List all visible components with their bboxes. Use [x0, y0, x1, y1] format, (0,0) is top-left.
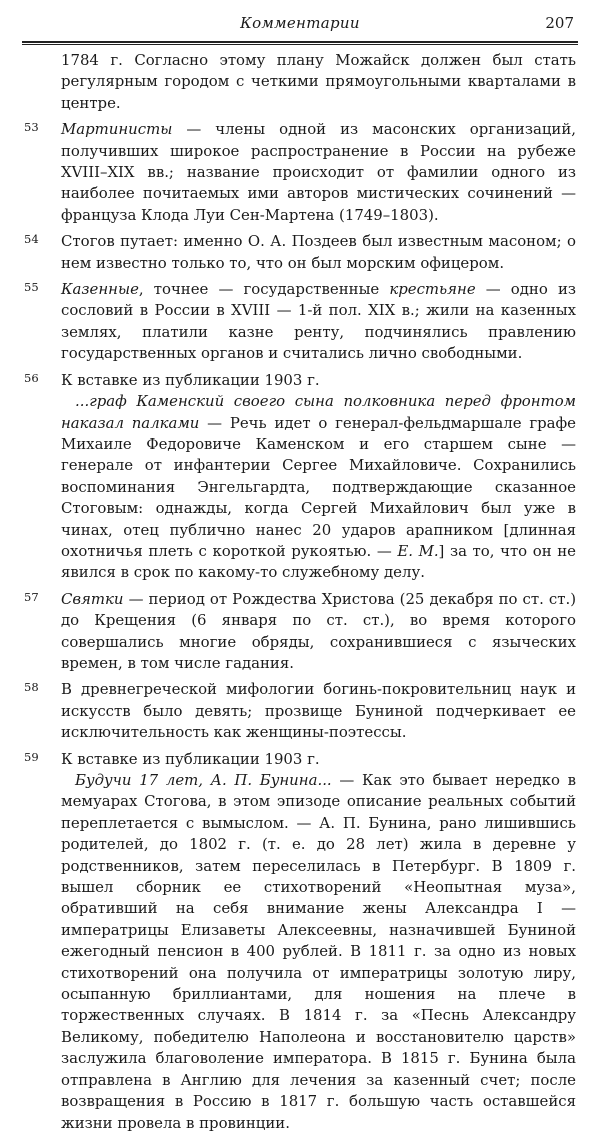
note-paragraph	[61, 119, 576, 226]
text-run: К вставке из публикации 1903 г.	[61, 749, 320, 768]
commentary-note	[24, 370, 576, 584]
note-paragraph	[61, 770, 576, 1134]
italic-text: крестьяне	[389, 280, 476, 299]
note-number: 56	[24, 370, 39, 385]
note-paragraph	[61, 231, 576, 274]
note-number: 59	[24, 749, 39, 764]
note-number: 57	[24, 589, 39, 604]
note-paragraph	[61, 589, 576, 675]
note-paragraph	[61, 391, 576, 584]
text-run: В древнегреческой мифологии богинь-покровительниц наук и искусств было девять; прозвище Буниной подчеркивает ее исключительность как женщины-поэтессы.	[61, 680, 576, 742]
running-header	[22, 14, 578, 36]
commentary-note	[24, 749, 576, 1134]
note-number: 55	[24, 280, 39, 295]
commentary-note	[24, 231, 576, 274]
italic-text: Казенные	[61, 280, 139, 299]
text-run: — период от Рождества Христова (25 декабря по ст. ст.) до Крещения (6 января по ст. ст.), во время которого совершались многие обряды, сохранившиеся с языческих времен, в том числе гадания.	[61, 589, 576, 672]
note-paragraph	[61, 279, 576, 365]
note-paragraph	[61, 679, 576, 743]
commentary-note	[24, 589, 576, 675]
note-paragraph	[61, 50, 576, 114]
italic-text: Будучи 17 лет, А. П. Бунина...	[75, 771, 332, 789]
commentary-note	[24, 119, 576, 226]
text-run: — члены одной из масонских организаций, получивших широкое распространение в России на рубеже XVIII–XIX вв.; название происходит от фамилии одного из наиболее почитаемых ими авторов мистических сочинений — француза Клода Луи Сен-Мартена (1749–1803).	[61, 120, 576, 224]
text-run: К вставке из публикации 1903 г.	[61, 370, 320, 389]
text-run: — Речь идет о генерал-фельдмаршале графе Михаиле Федоровиче Каменском и его старшем сыне — генерале от инфантерии Сергее Михайловиче. Сохранились воспоминания Энгельгардта, подтверждающие сказанное Стоговым: однажды, когда Сергей Михайлович был уже в чинах, отец публично нанес 20 ударов арапником [длинная охотничья плеть с короткой рукоятью. —	[61, 413, 576, 560]
text-run: — одно из сословий в России в XVIII — 1-й пол. XIX в.; жили на казенных землях, платили казне ренту, подчинялись правлению государственных органов и считались лично свободными.	[61, 280, 576, 363]
text-run: ] за то, что он не явился в срок по какому-то служебному делу.	[61, 541, 576, 582]
page-number: 207	[545, 14, 574, 32]
text-run: Стогов путает: именно О. А. Поздеев был известным масоном; о нем известно только то, что он был морским офицером.	[61, 232, 576, 272]
running-title: Комментарии	[240, 14, 360, 32]
commentary-note	[24, 279, 576, 365]
note-number: 58	[24, 680, 39, 695]
note-paragraph	[61, 749, 576, 770]
commentary-note	[24, 679, 576, 743]
header-rule-top	[22, 41, 578, 43]
note-number: 53	[24, 120, 39, 135]
italic-text: Мартинисты	[61, 120, 173, 139]
italic-text: Е. М.	[397, 541, 439, 560]
italic-text: Святки	[61, 589, 124, 608]
commentary-note	[24, 50, 576, 114]
note-paragraph	[61, 370, 576, 391]
text-run: — Как это бывает нередко в мемуарах Стогова, в этом эпизоде описание реальных событий переплетается с вымыслом. — А. П. Бунина, рано лишившись родителей, до 1802 г. (т. е. до 28 лет) жила в деревне у родственников, затем переселилась в Петербург. В 1809 г. вышел сборник ее стихотворений «Неопытная муза», обративший на себя внимание жены Александра I — императрицы Елизаветы Алексеевны, назначившей Буниной ежегодный пенсион в 400 рублей. В 1811 г. за одно из новых стихотворений она получила от императрицы золотую лиру, осыпанную бриллиантами, для ношения на плече в торжественных случаях. В 1814 г. за «Песнь Александру Великому, победителю Наполеона и восстановителю царств» заслужила благоволение императора. В 1815 г. Бунина была отправлена в Англию для лечения за казенный счет; после возвращения в Россию в 1817 г. большую часть оставшейся жизни провела в провинции.	[61, 771, 576, 1132]
header-rule-bottom	[22, 44, 578, 45]
commentary-body	[24, 50, 576, 1139]
note-number: 54	[24, 232, 39, 247]
text-run: 1784 г. Согласно этому плану Можайск должен был стать регулярным городом с четкими прямоугольными кварталами в центре.	[61, 51, 576, 112]
text-run: , точнее — государственные	[138, 280, 390, 299]
italic-text: ...граф Каменский своего сына полковника перед фронтом наказал палками	[61, 392, 576, 432]
